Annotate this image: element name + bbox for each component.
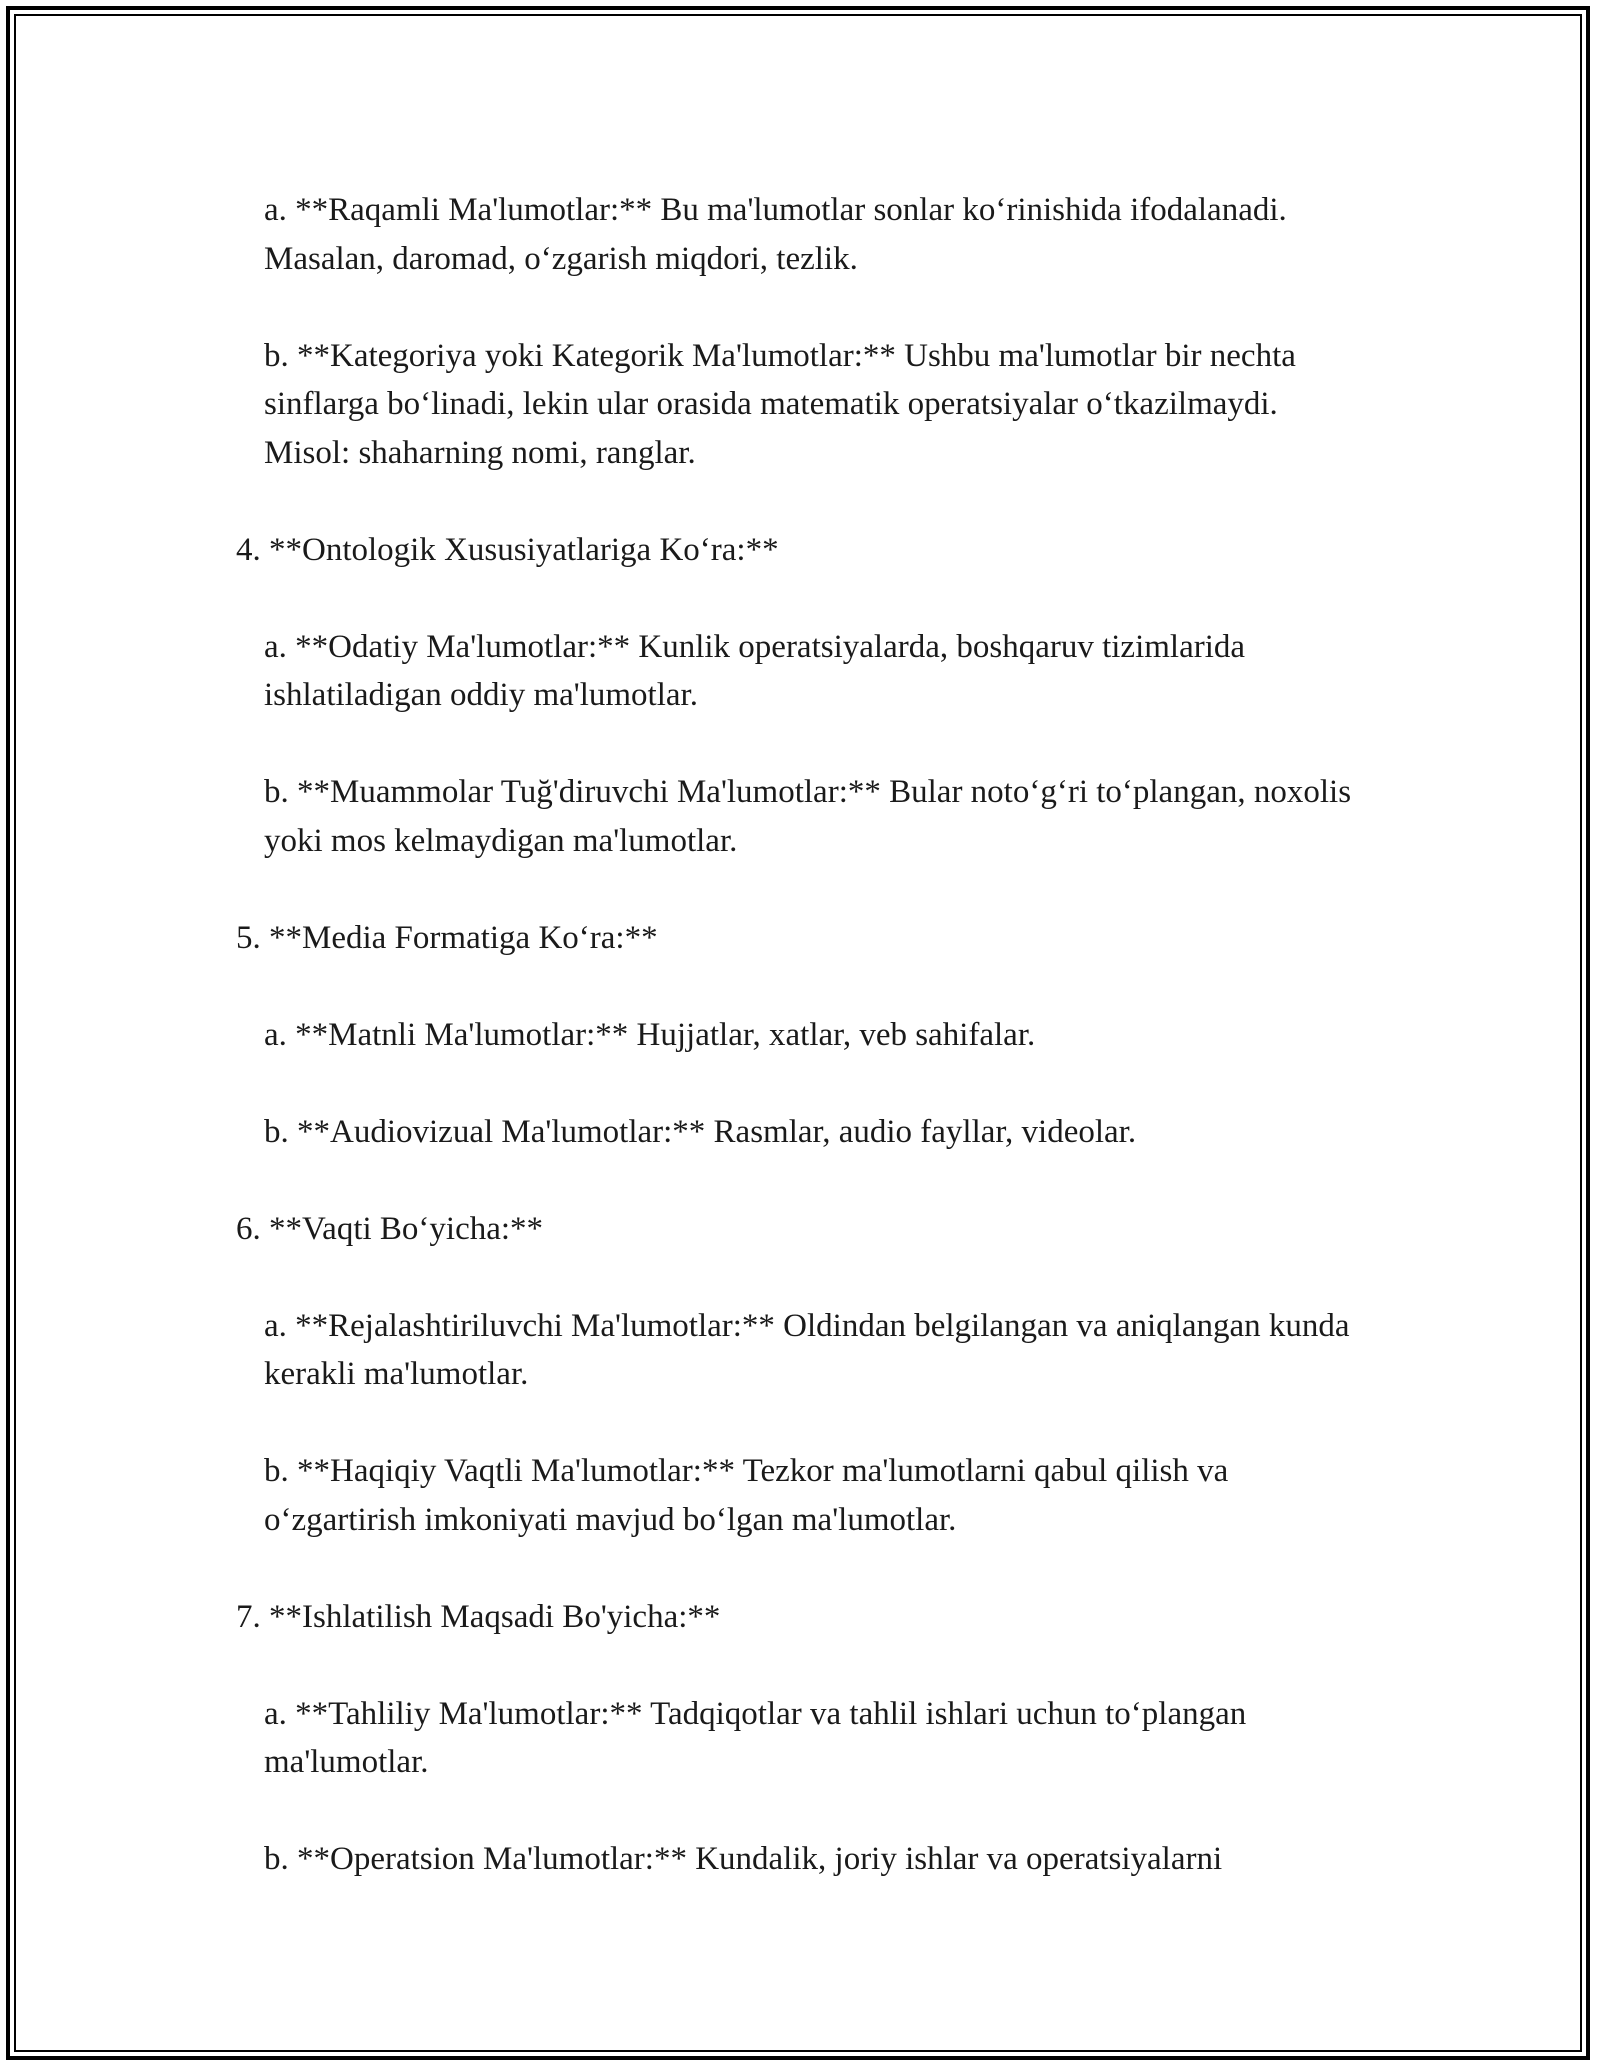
paragraph-tahliliy: a. **Tahliliy Ma'lumotlar:** Tadqiqotlar va tahlil ishlari uchun to‘plangan ma'lumotlar.: [264, 1695, 1255, 1780]
paragraph-haqiqiy-vaqtli: b. **Haqiqiy Vaqtli Ma'lumotlar:** Tezkor ma'lumotlarni qabul qilish va o‘zgartirish imkoniyati mavjud bo‘lgan ma'lumotlar.: [264, 1453, 1237, 1538]
heading-ontologik: 4. **Ontologik Xususiyatlariga Ko‘ra:**: [236, 531, 779, 568]
paragraph-muammolar: b. **Muammolar Tuğ'diruvchi Ma'lumotlar:** Bular noto‘g‘ri to‘plangan, noxolis yoki mos kelmaydigan ma'lumotlar.: [264, 774, 1360, 859]
paragraph-rejalashtiriluvchi: a. **Rejalashtiriluvchi Ma'lumotlar:** Oldindan belgilangan va aniqlangan kunda kerakli ma'lumotlar.: [264, 1307, 1358, 1392]
paragraph-odatiy: a. **Odatiy Ma'lumotlar:** Kunlik operatsiyalarda, boshqaruv tizimlarida ishlatiladigan oddiy ma'lumotlar.: [264, 628, 1254, 713]
paragraph-audiovizual: b. **Audiovizual Ma'lumotlar:** Rasmlar, audio fayllar, videolar.: [264, 1113, 1137, 1150]
paragraph-raqamli: a. **Raqamli Ma'lumotlar:** Bu ma'lumotlar sonlar ko‘rinishida ifodalanadi. Masalan, daromad, o‘zgarish miqdori, tezlik.: [264, 192, 1296, 277]
paragraph-operatsion: b. **Operatsion Ma'lumotlar:** Kundalik, joriy ishlar va operatsiyalarni: [264, 1841, 1223, 1877]
document-body: [236, 186, 1366, 1884]
heading-ishlatilish-maqsadi: 7. **Ishlatilish Maqsadi Bo'yicha:**: [236, 1598, 721, 1635]
paragraph-matnli: a. **Matnli Ma'lumotlar:** Hujjatlar, xatlar, veb sahifalar.: [264, 1016, 1036, 1053]
heading-vaqti: 6. **Vaqti Bo‘yicha:**: [236, 1210, 544, 1247]
paragraph-kategorik: b. **Kategoriya yoki Kategorik Ma'lumotlar:** Ushbu ma'lumotlar bir nechta sinflarga bo‘linadi, lekin ular orasida matematik operatsiyalar o‘tkazilmaydi. Misol: shaharning nomi, ranglar.: [264, 337, 1305, 471]
heading-media-formati: 5. **Media Formatiga Ko‘ra:**: [236, 919, 658, 956]
